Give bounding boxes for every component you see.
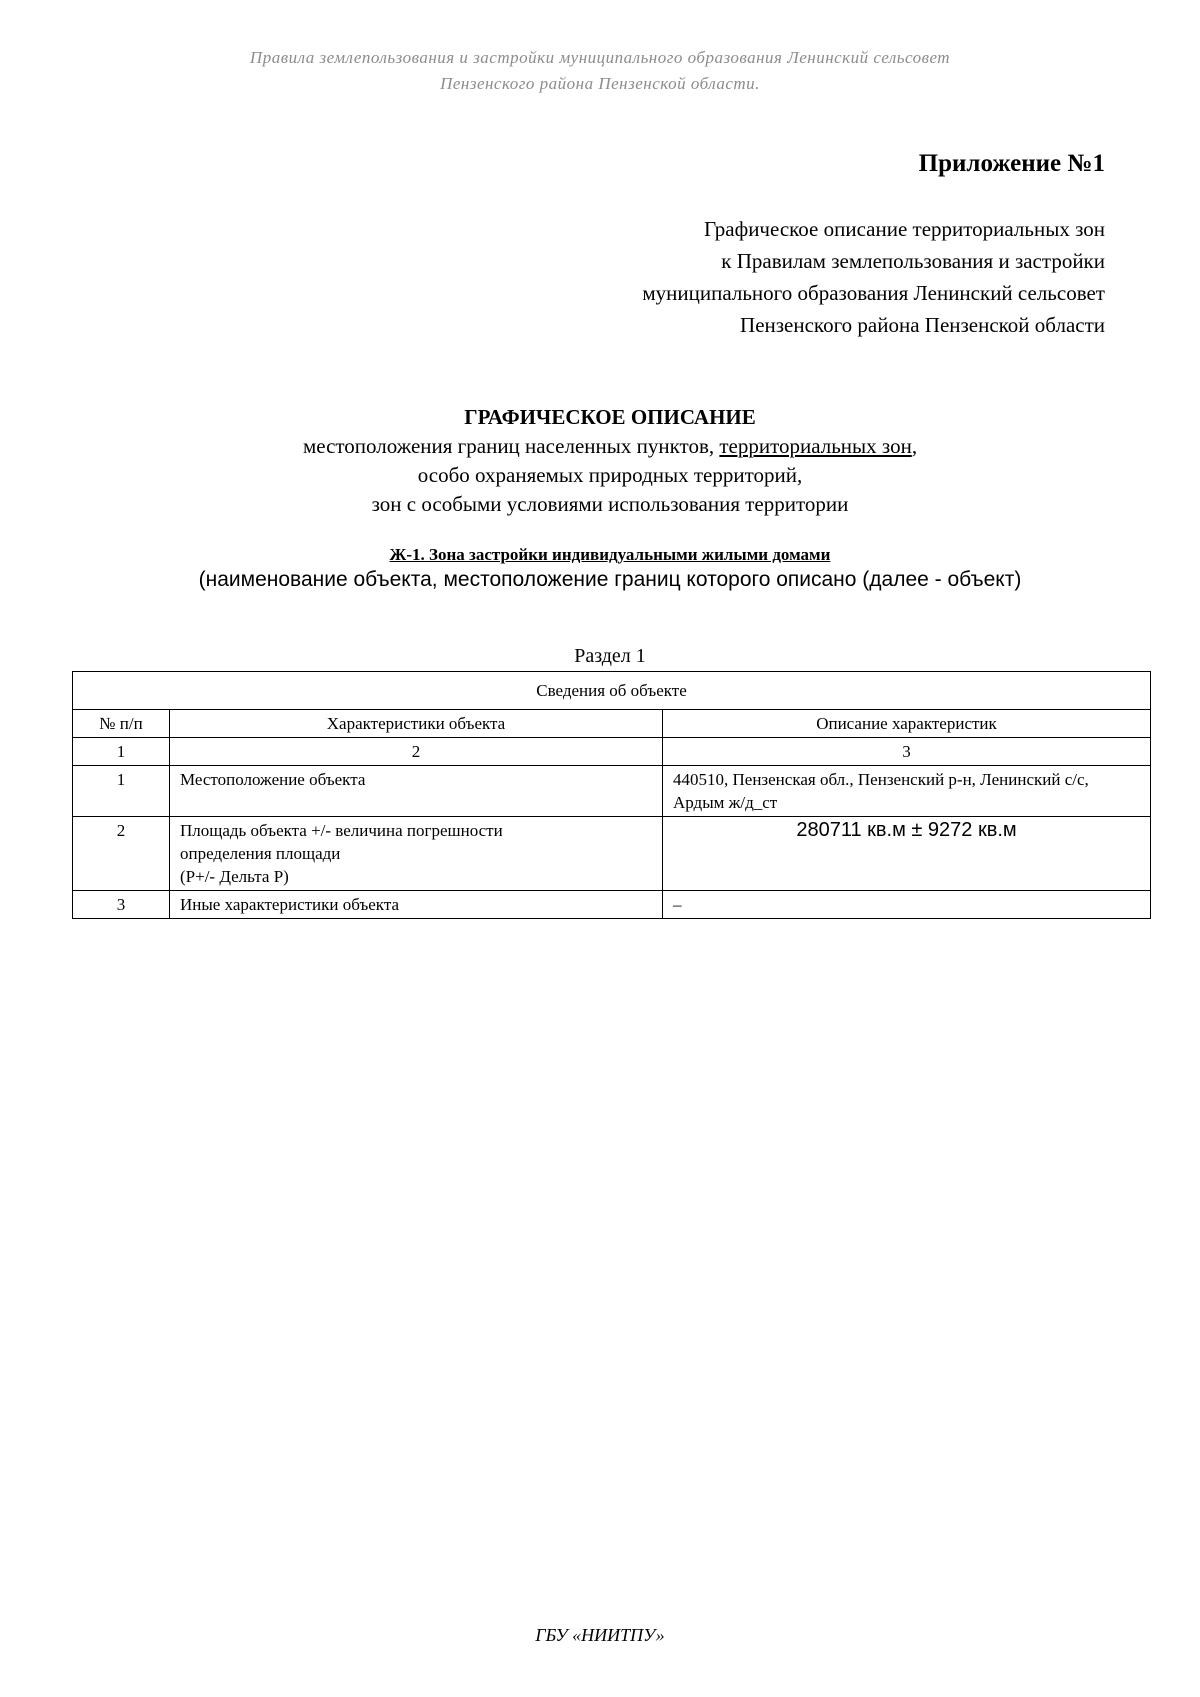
document-title-text: местоположения границ населенных пунктов, (302, 434, 720, 458)
document-title (0, 403, 1200, 519)
row-number: 1 (73, 766, 170, 817)
row-number: 2 (73, 817, 170, 891)
appendix-subtitle-line: Пензенского района Пензенской области (740, 313, 1105, 337)
table-numbering-cell: 2 (170, 738, 663, 766)
row-number: 3 (73, 891, 170, 919)
section-label: Раздел 1 (574, 645, 646, 667)
object-caption: (наименование объекта, местоположение границ которого описано (далее - объект) (198, 568, 1022, 591)
row-description-area: 280711 кв.м ± 9272 кв.м (663, 817, 1151, 891)
row-characteristic-line: Площадь объекта +/- величина погрешности (180, 821, 503, 840)
table-caption-row (73, 672, 1151, 710)
table-header-cell: Характеристики объекта (170, 710, 663, 738)
row-description: 440510, Пензенская обл., Пензенский р-н, Ленинский с/с, Ардым ж/д_ст (663, 766, 1151, 817)
appendix-subtitle-line: муниципального образования Ленинский сельсовет (642, 281, 1105, 305)
row-characteristic-line: определения площади (180, 844, 341, 863)
running-header-line: Пензенского района Пензенской области. (440, 74, 760, 93)
table-numbering-cell: 1 (73, 738, 170, 766)
document-title-underlined: территориальных зон (719, 434, 912, 458)
document-title-line (0, 432, 1200, 461)
document-title-text: , (911, 434, 918, 458)
table-caption: Сведения об объекте (73, 672, 1151, 710)
table-numbering-cell: 3 (663, 738, 1151, 766)
page-footer: ГБУ «НИИТПУ» (535, 1625, 665, 1645)
document-title-main: ГРАФИЧЕСКОЕ ОПИСАНИЕ (464, 405, 756, 429)
document-title-line: особо охраняемых природных территорий, (417, 463, 803, 487)
row-characteristic: Иные характеристики объекта (170, 891, 663, 919)
row-characteristic-line: (P+/- Дельта P) (180, 867, 289, 886)
row-characteristic (170, 817, 663, 891)
appendix-subtitle (642, 213, 1105, 341)
row-characteristic: Местоположение объекта (170, 766, 663, 817)
appendix-subtitle-line: Графическое описание территориальных зон (703, 217, 1105, 241)
table-header-cell: Описание характеристик (663, 710, 1151, 738)
table-header-cell: № п/п (73, 710, 170, 738)
table-row (73, 766, 1151, 817)
appendix-title: Приложение №1 (918, 150, 1105, 177)
running-header (0, 45, 1200, 97)
object-info-table (72, 671, 1151, 919)
table-row (73, 817, 1151, 891)
object-name: Ж-1. Зона застройки индивидуальными жилыми домами (389, 545, 831, 564)
running-header-line: Правила землепользования и застройки муниципального образования Ленинский сельсовет (249, 48, 951, 67)
table-header-row (73, 710, 1151, 738)
document-title-line: зон с особыми условиями использования территории (371, 492, 849, 516)
row-description: – (663, 891, 1151, 919)
table-row (73, 891, 1151, 919)
table-numbering-row (73, 738, 1151, 766)
appendix-subtitle-line: к Правилам землепользования и застройки (721, 249, 1105, 273)
